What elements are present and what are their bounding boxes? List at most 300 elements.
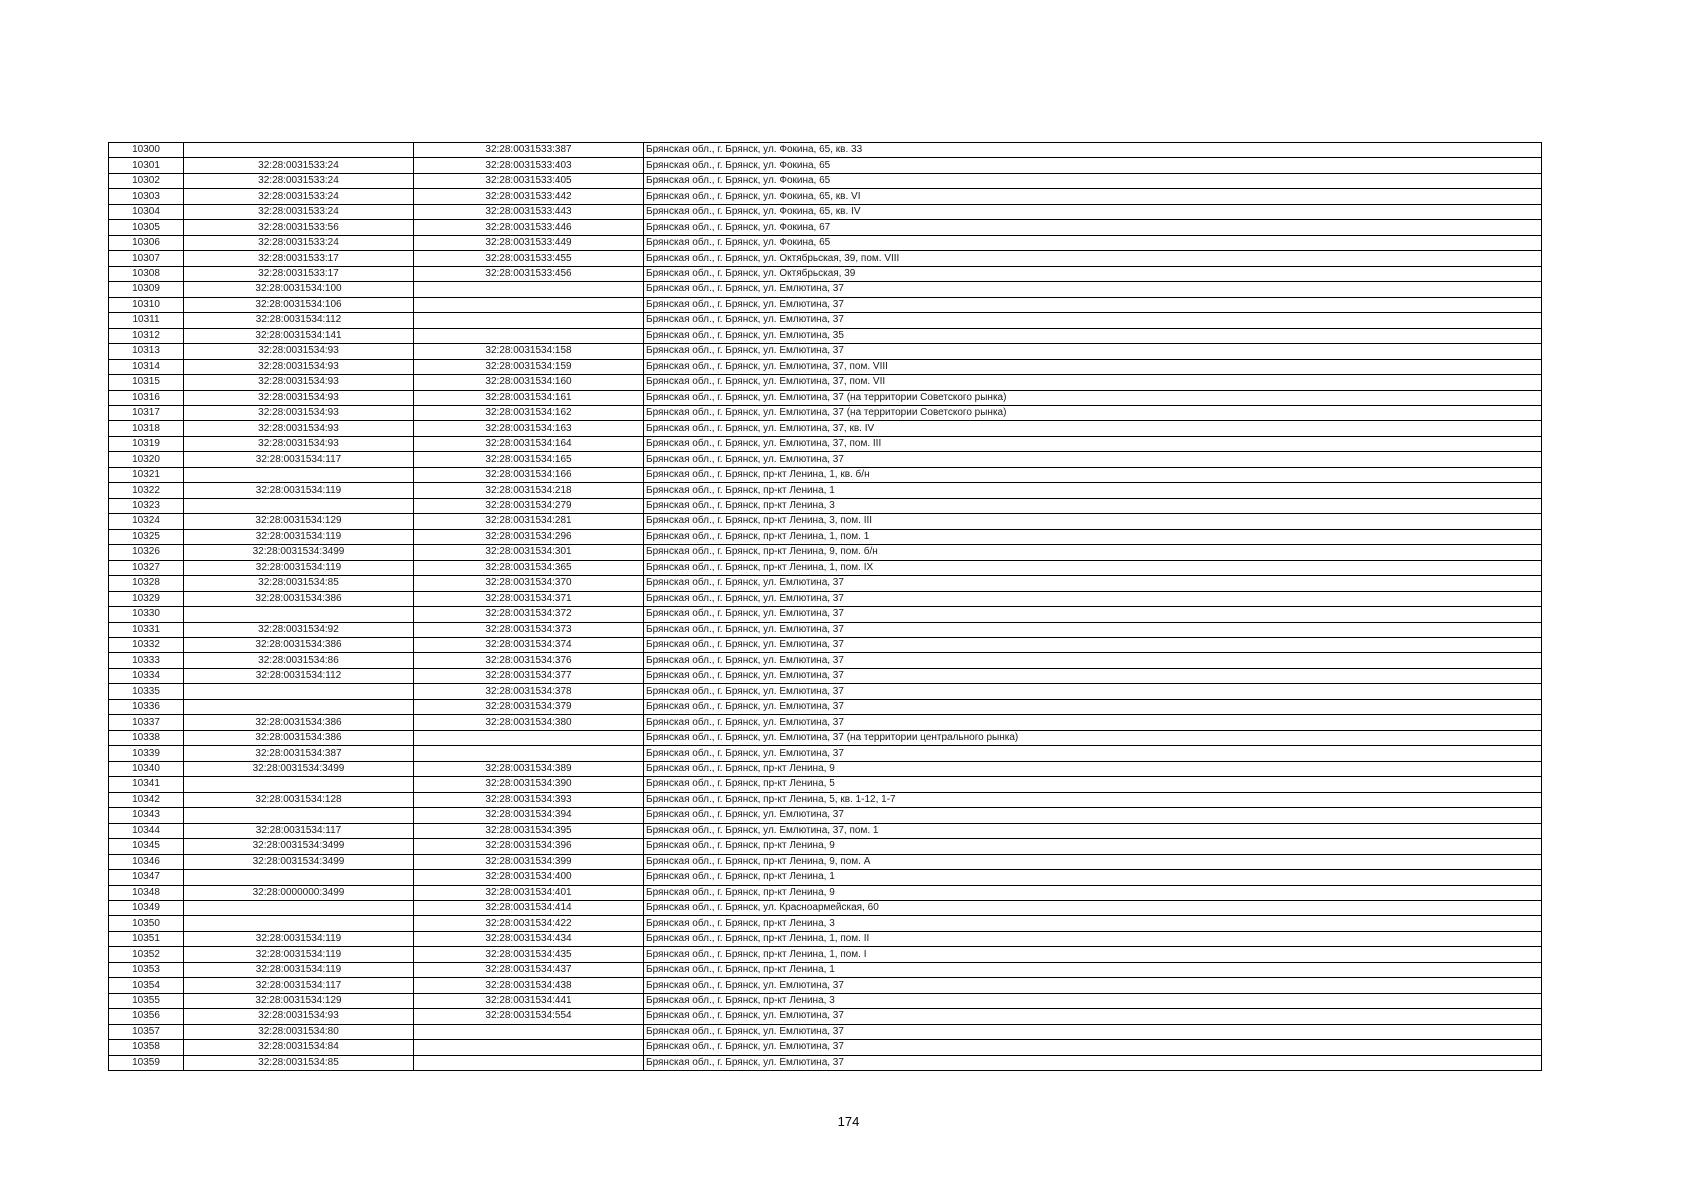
cadastral-number-cell: 32:28:0031534:372	[414, 607, 644, 622]
address-cell: Брянская обл., г. Брянск, пр-кт Ленина, 3	[644, 916, 1542, 931]
parent-cadastral-number-cell: 32:28:0031534:93	[184, 405, 414, 420]
table-row	[109, 668, 1542, 683]
cadastral-number-cell: 32:28:0031533:449	[414, 235, 644, 250]
row-number-cell: 10351	[109, 931, 184, 946]
cadastral-number-cell: 32:28:0031534:374	[414, 638, 644, 653]
table-row	[109, 220, 1542, 235]
address-cell: Брянская обл., г. Брянск, ул. Емлютина, 37, пом. III	[644, 436, 1542, 451]
parent-cadastral-number-cell: 32:28:0031534:106	[184, 297, 414, 312]
address-cell: Брянская обл., г. Брянск, пр-кт Ленина, 9, пом. б/н	[644, 545, 1542, 560]
address-cell: Брянская обл., г. Брянск, пр-кт Ленина, 1, пом. 1	[644, 529, 1542, 544]
cadastral-number-cell: 32:28:0031534:377	[414, 668, 644, 683]
address-cell: Брянская обл., г. Брянск, пр-кт Ленина, 1, пом. I	[644, 947, 1542, 962]
address-cell: Брянская обл., г. Брянск, пр-кт Ленина, 1	[644, 870, 1542, 885]
cadastral-number-cell: 32:28:0031534:435	[414, 947, 644, 962]
cadastral-number-cell: 32:28:0031534:396	[414, 839, 644, 854]
parent-cadastral-number-cell: 32:28:0031534:93	[184, 1009, 414, 1024]
cadastral-number-cell: 32:28:0031534:162	[414, 405, 644, 420]
parent-cadastral-number-cell: 32:28:0031534:93	[184, 436, 414, 451]
parent-cadastral-number-cell: 32:28:0031534:119	[184, 529, 414, 544]
parent-cadastral-number-cell: 32:28:0031534:85	[184, 1055, 414, 1070]
cadastral-number-cell	[414, 1024, 644, 1039]
address-cell: Брянская обл., г. Брянск, ул. Емлютина, 37	[644, 1055, 1542, 1070]
parent-cadastral-number-cell: 32:28:0031534:119	[184, 962, 414, 977]
address-cell: Брянская обл., г. Брянск, ул. Емлютина, 37	[644, 1040, 1542, 1055]
table-row	[109, 251, 1542, 266]
table-row	[109, 931, 1542, 946]
table-row	[109, 993, 1542, 1008]
parent-cadastral-number-cell: 32:28:0031533:24	[184, 173, 414, 188]
table-row	[109, 808, 1542, 823]
cadastral-number-cell: 32:28:0031533:403	[414, 158, 644, 173]
cadastral-number-cell: 32:28:0031534:380	[414, 715, 644, 730]
table-row	[109, 792, 1542, 807]
address-cell: Брянская обл., г. Брянск, ул. Емлютина, 37	[644, 1024, 1542, 1039]
address-cell: Брянская обл., г. Брянск, ул. Фокина, 65, кв. 33	[644, 143, 1542, 158]
table-row	[109, 1024, 1542, 1039]
address-cell: Брянская обл., г. Брянск, ул. Емлютина, 37	[644, 808, 1542, 823]
row-number-cell: 10338	[109, 730, 184, 745]
address-cell: Брянская обл., г. Брянск, пр-кт Ленина, 1	[644, 962, 1542, 977]
address-cell: Брянская обл., г. Брянск, пр-кт Ленина, 9, пом. А	[644, 854, 1542, 869]
cadastral-number-cell: 32:28:0031534:554	[414, 1009, 644, 1024]
row-number-cell: 10328	[109, 576, 184, 591]
address-cell: Брянская обл., г. Брянск, ул. Емлютина, 37	[644, 715, 1542, 730]
page-number: 174	[837, 1114, 860, 1129]
address-cell: Брянская обл., г. Брянск, ул. Емлютина, 37	[644, 668, 1542, 683]
table-row	[109, 1055, 1542, 1070]
row-number-cell: 10345	[109, 839, 184, 854]
row-number-cell: 10354	[109, 978, 184, 993]
row-number-cell: 10359	[109, 1055, 184, 1070]
table-row	[109, 204, 1542, 219]
parent-cadastral-number-cell	[184, 916, 414, 931]
table-row	[109, 1009, 1542, 1024]
cadastral-number-cell: 32:28:0031534:399	[414, 854, 644, 869]
address-cell: Брянская обл., г. Брянск, ул. Фокина, 65, кв. VI	[644, 189, 1542, 204]
row-number-cell: 10332	[109, 638, 184, 653]
cadastral-number-cell: 32:28:0031534:389	[414, 761, 644, 776]
table-row	[109, 359, 1542, 374]
cadastral-number-cell: 32:28:0031534:159	[414, 359, 644, 374]
address-cell: Брянская обл., г. Брянск, ул. Фокина, 65	[644, 235, 1542, 250]
row-number-cell: 10316	[109, 390, 184, 405]
parent-cadastral-number-cell: 32:28:0031534:93	[184, 344, 414, 359]
parent-cadastral-number-cell: 32:28:0031534:129	[184, 514, 414, 529]
table-row	[109, 560, 1542, 575]
parent-cadastral-number-cell: 32:28:0031534:386	[184, 638, 414, 653]
parent-cadastral-number-cell	[184, 684, 414, 699]
table-row	[109, 823, 1542, 838]
address-cell: Брянская обл., г. Брянск, ул. Емлютина, 37	[644, 746, 1542, 761]
table-row	[109, 390, 1542, 405]
table-row	[109, 638, 1542, 653]
parent-cadastral-number-cell: 32:28:0031534:80	[184, 1024, 414, 1039]
parent-cadastral-number-cell: 32:28:0031534:112	[184, 668, 414, 683]
cadastral-number-cell: 32:28:0031534:161	[414, 390, 644, 405]
cadastral-number-cell: 32:28:0031534:434	[414, 931, 644, 946]
row-number-cell: 10301	[109, 158, 184, 173]
cadastral-number-cell: 32:28:0031534:438	[414, 978, 644, 993]
cadastral-number-cell: 32:28:0031533:455	[414, 251, 644, 266]
address-cell: Брянская обл., г. Брянск, пр-кт Ленина, 3	[644, 498, 1542, 513]
address-cell: Брянская обл., г. Брянск, ул. Емлютина, 37	[644, 452, 1542, 467]
address-cell: Брянская обл., г. Брянск, ул. Фокина, 65	[644, 173, 1542, 188]
row-number-cell: 10310	[109, 297, 184, 312]
cadastral-number-cell: 32:28:0031534:394	[414, 808, 644, 823]
address-cell: Брянская обл., г. Брянск, ул. Фокина, 65, кв. IV	[644, 204, 1542, 219]
parent-cadastral-number-cell: 32:28:0031534:3499	[184, 761, 414, 776]
table-row	[109, 421, 1542, 436]
cadastral-number-cell: 32:28:0031534:437	[414, 962, 644, 977]
row-number-cell: 10320	[109, 452, 184, 467]
row-number-cell: 10315	[109, 375, 184, 390]
row-number-cell: 10302	[109, 173, 184, 188]
table-row	[109, 591, 1542, 606]
address-cell: Брянская обл., г. Брянск, ул. Емлютина, 37, кв. IV	[644, 421, 1542, 436]
cadastral-number-cell: 32:28:0031534:400	[414, 870, 644, 885]
address-cell: Брянская обл., г. Брянск, ул. Емлютина, 37	[644, 607, 1542, 622]
row-number-cell: 10337	[109, 715, 184, 730]
address-cell: Брянская обл., г. Брянск, ул. Емлютина, 37	[644, 653, 1542, 668]
row-number-cell: 10330	[109, 607, 184, 622]
parent-cadastral-number-cell: 32:28:0031534:86	[184, 653, 414, 668]
row-number-cell: 10336	[109, 699, 184, 714]
address-cell: Брянская обл., г. Брянск, ул. Емлютина, 37 (на территории Советского рынка)	[644, 405, 1542, 420]
parent-cadastral-number-cell: 32:28:0031534:386	[184, 730, 414, 745]
table-row	[109, 730, 1542, 745]
table-row	[109, 900, 1542, 915]
cadastral-number-cell: 32:28:0031534:422	[414, 916, 644, 931]
address-cell: Брянская обл., г. Брянск, ул. Емлютина, 37	[644, 699, 1542, 714]
row-number-cell: 10306	[109, 235, 184, 250]
table-row	[109, 777, 1542, 792]
table-row	[109, 297, 1542, 312]
row-number-cell: 10319	[109, 436, 184, 451]
address-cell: Брянская обл., г. Брянск, ул. Емлютина, 37 (на территории Советского рынка)	[644, 390, 1542, 405]
table-row	[109, 529, 1542, 544]
row-number-cell: 10312	[109, 328, 184, 343]
address-cell: Брянская обл., г. Брянск, ул. Октябрьская, 39	[644, 266, 1542, 281]
parent-cadastral-number-cell: 32:28:0031534:119	[184, 931, 414, 946]
row-number-cell: 10347	[109, 870, 184, 885]
cadastral-number-cell: 32:28:0031534:296	[414, 529, 644, 544]
row-number-cell: 10349	[109, 900, 184, 915]
parent-cadastral-number-cell: 32:28:0031534:93	[184, 375, 414, 390]
cadastral-number-cell: 32:28:0031534:441	[414, 993, 644, 1008]
cadastral-number-cell	[414, 328, 644, 343]
parent-cadastral-number-cell: 32:28:0031534:119	[184, 483, 414, 498]
cadastral-number-cell: 32:28:0031534:165	[414, 452, 644, 467]
table-row	[109, 870, 1542, 885]
parent-cadastral-number-cell: 32:28:0031534:3499	[184, 839, 414, 854]
cadastral-number-cell	[414, 313, 644, 328]
parent-cadastral-number-cell: 32:28:0031534:386	[184, 591, 414, 606]
table-row	[109, 158, 1542, 173]
table-row	[109, 699, 1542, 714]
address-cell: Брянская обл., г. Брянск, ул. Емлютина, 37	[644, 576, 1542, 591]
table-row	[109, 514, 1542, 529]
cadastral-number-cell: 32:28:0031534:390	[414, 777, 644, 792]
cadastral-number-cell: 32:28:0031534:160	[414, 375, 644, 390]
table-row	[109, 282, 1542, 297]
address-cell: Брянская обл., г. Брянск, пр-кт Ленина, 9	[644, 839, 1542, 854]
table-row	[109, 266, 1542, 281]
table-row	[109, 436, 1542, 451]
cadastral-number-cell: 32:28:0031534:371	[414, 591, 644, 606]
table-row	[109, 916, 1542, 931]
row-number-cell: 10335	[109, 684, 184, 699]
table-row	[109, 405, 1542, 420]
parent-cadastral-number-cell: 32:28:0031534:117	[184, 823, 414, 838]
row-number-cell: 10339	[109, 746, 184, 761]
cadastral-number-cell	[414, 1055, 644, 1070]
address-cell: Брянская обл., г. Брянск, пр-кт Ленина, 9	[644, 761, 1542, 776]
address-cell: Брянская обл., г. Брянск, ул. Емлютина, 37	[644, 622, 1542, 637]
row-number-cell: 10311	[109, 313, 184, 328]
parent-cadastral-number-cell: 32:28:0031534:84	[184, 1040, 414, 1055]
cadastral-number-cell: 32:28:0031533:442	[414, 189, 644, 204]
cadastral-number-cell: 32:28:0031534:395	[414, 823, 644, 838]
row-number-cell: 10343	[109, 808, 184, 823]
parent-cadastral-number-cell: 32:28:0031534:100	[184, 282, 414, 297]
row-number-cell: 10331	[109, 622, 184, 637]
cadastral-number-cell: 32:28:0031534:370	[414, 576, 644, 591]
table-row	[109, 344, 1542, 359]
parent-cadastral-number-cell	[184, 607, 414, 622]
parent-cadastral-number-cell	[184, 699, 414, 714]
parent-cadastral-number-cell	[184, 808, 414, 823]
address-cell: Брянская обл., г. Брянск, ул. Октябрьская, 39, пом. VIII	[644, 251, 1542, 266]
address-cell: Брянская обл., г. Брянск, пр-кт Ленина, 3, пом. III	[644, 514, 1542, 529]
cadastral-number-cell: 32:28:0031534:379	[414, 699, 644, 714]
table-row	[109, 576, 1542, 591]
table-row	[109, 235, 1542, 250]
address-cell: Брянская обл., г. Брянск, ул. Красноармейская, 60	[644, 900, 1542, 915]
cadastral-number-cell: 32:28:0031534:378	[414, 684, 644, 699]
parent-cadastral-number-cell: 32:28:0031533:24	[184, 235, 414, 250]
parent-cadastral-number-cell: 32:28:0031534:93	[184, 421, 414, 436]
parent-cadastral-number-cell	[184, 900, 414, 915]
address-cell: Брянская обл., г. Брянск, пр-кт Ленина, 5	[644, 777, 1542, 792]
table-row	[109, 328, 1542, 343]
cadastral-number-cell: 32:28:0031534:163	[414, 421, 644, 436]
row-number-cell: 10346	[109, 854, 184, 869]
address-cell: Брянская обл., г. Брянск, пр-кт Ленина, 1, пом. II	[644, 931, 1542, 946]
row-number-cell: 10324	[109, 514, 184, 529]
parent-cadastral-number-cell: 32:28:0031534:119	[184, 947, 414, 962]
address-cell: Брянская обл., г. Брянск, ул. Емлютина, 37 (на территории центрального рынка)	[644, 730, 1542, 745]
table-row	[109, 839, 1542, 854]
cadastral-number-cell: 32:28:0031534:164	[414, 436, 644, 451]
property-registry-table	[108, 142, 1542, 1071]
row-number-cell: 10356	[109, 1009, 184, 1024]
address-cell: Брянская обл., г. Брянск, ул. Емлютина, 37	[644, 282, 1542, 297]
table-row	[109, 761, 1542, 776]
row-number-cell: 10326	[109, 545, 184, 560]
address-cell: Брянская обл., г. Брянск, пр-кт Ленина, 5, кв. 1-12, 1-7	[644, 792, 1542, 807]
cadastral-number-cell: 32:28:0031534:401	[414, 885, 644, 900]
row-number-cell: 10348	[109, 885, 184, 900]
row-number-cell: 10309	[109, 282, 184, 297]
address-cell: Брянская обл., г. Брянск, ул. Емлютина, 37	[644, 638, 1542, 653]
table-row	[109, 143, 1542, 158]
cadastral-number-cell: 32:28:0031534:414	[414, 900, 644, 915]
table-row	[109, 653, 1542, 668]
address-cell: Брянская обл., г. Брянск, пр-кт Ленина, 1	[644, 483, 1542, 498]
cadastral-number-cell	[414, 282, 644, 297]
parent-cadastral-number-cell	[184, 777, 414, 792]
table-row	[109, 947, 1542, 962]
table-row	[109, 467, 1542, 482]
parent-cadastral-number-cell: 32:28:0031534:93	[184, 390, 414, 405]
parent-cadastral-number-cell: 32:28:0031534:141	[184, 328, 414, 343]
cadastral-number-cell: 32:28:0031534:279	[414, 498, 644, 513]
cadastral-number-cell: 32:28:0031534:301	[414, 545, 644, 560]
row-number-cell: 10318	[109, 421, 184, 436]
parent-cadastral-number-cell: 32:28:0031533:24	[184, 189, 414, 204]
parent-cadastral-number-cell: 32:28:0031534:93	[184, 359, 414, 374]
row-number-cell: 10322	[109, 483, 184, 498]
row-number-cell: 10333	[109, 653, 184, 668]
address-cell: Брянская обл., г. Брянск, пр-кт Ленина, 9	[644, 885, 1542, 900]
address-cell: Брянская обл., г. Брянск, ул. Фокина, 65	[644, 158, 1542, 173]
parent-cadastral-number-cell	[184, 870, 414, 885]
parent-cadastral-number-cell: 32:28:0031533:17	[184, 251, 414, 266]
parent-cadastral-number-cell: 32:28:0031534:92	[184, 622, 414, 637]
row-number-cell: 10341	[109, 777, 184, 792]
table-row	[109, 607, 1542, 622]
table-row	[109, 962, 1542, 977]
row-number-cell: 10327	[109, 560, 184, 575]
cadastral-number-cell: 32:28:0031533:387	[414, 143, 644, 158]
parent-cadastral-number-cell: 32:28:0031534:387	[184, 746, 414, 761]
table-body	[109, 143, 1542, 1071]
table-row	[109, 715, 1542, 730]
table-row	[109, 173, 1542, 188]
cadastral-number-cell: 32:28:0031534:218	[414, 483, 644, 498]
row-number-cell: 10313	[109, 344, 184, 359]
row-number-cell: 10304	[109, 204, 184, 219]
address-cell: Брянская обл., г. Брянск, ул. Емлютина, 35	[644, 328, 1542, 343]
parent-cadastral-number-cell: 32:28:0031534:112	[184, 313, 414, 328]
parent-cadastral-number-cell: 32:28:0031534:129	[184, 993, 414, 1008]
row-number-cell: 10350	[109, 916, 184, 931]
row-number-cell: 10325	[109, 529, 184, 544]
address-cell: Брянская обл., г. Брянск, ул. Емлютина, 37, пом. VII	[644, 375, 1542, 390]
row-number-cell: 10340	[109, 761, 184, 776]
cadastral-number-cell: 32:28:0031533:443	[414, 204, 644, 219]
address-cell: Брянская обл., г. Брянск, ул. Емлютина, 37	[644, 978, 1542, 993]
address-cell: Брянская обл., г. Брянск, ул. Емлютина, 37	[644, 344, 1542, 359]
address-cell: Брянская обл., г. Брянск, пр-кт Ленина, 1, пом. IX	[644, 560, 1542, 575]
address-cell: Брянская обл., г. Брянск, ул. Емлютина, 37	[644, 591, 1542, 606]
cadastral-number-cell	[414, 1040, 644, 1055]
table-row	[109, 1040, 1542, 1055]
row-number-cell: 10334	[109, 668, 184, 683]
row-number-cell: 10352	[109, 947, 184, 962]
parent-cadastral-number-cell: 32:28:0031533:56	[184, 220, 414, 235]
address-cell: Брянская обл., г. Брянск, пр-кт Ленина, 3	[644, 993, 1542, 1008]
table-row	[109, 978, 1542, 993]
parent-cadastral-number-cell: 32:28:0031533:24	[184, 158, 414, 173]
row-number-cell: 10307	[109, 251, 184, 266]
row-number-cell: 10303	[109, 189, 184, 204]
cadastral-number-cell: 32:28:0031534:365	[414, 560, 644, 575]
cadastral-number-cell	[414, 730, 644, 745]
parent-cadastral-number-cell: 32:28:0031534:3499	[184, 854, 414, 869]
table-row	[109, 545, 1542, 560]
cadastral-number-cell: 32:28:0031534:281	[414, 514, 644, 529]
row-number-cell: 10357	[109, 1024, 184, 1039]
cadastral-number-cell	[414, 297, 644, 312]
parent-cadastral-number-cell: 32:28:0031534:119	[184, 560, 414, 575]
parent-cadastral-number-cell	[184, 498, 414, 513]
parent-cadastral-number-cell: 32:28:0031534:117	[184, 452, 414, 467]
row-number-cell: 10323	[109, 498, 184, 513]
parent-cadastral-number-cell	[184, 143, 414, 158]
cadastral-number-cell: 32:28:0031534:373	[414, 622, 644, 637]
address-cell: Брянская обл., г. Брянск, ул. Емлютина, 37	[644, 313, 1542, 328]
cadastral-number-cell: 32:28:0031534:376	[414, 653, 644, 668]
table-row	[109, 483, 1542, 498]
cadastral-number-cell	[414, 746, 644, 761]
table-row	[109, 885, 1542, 900]
table-row	[109, 746, 1542, 761]
address-cell: Брянская обл., г. Брянск, ул. Фокина, 67	[644, 220, 1542, 235]
table-row	[109, 189, 1542, 204]
table-row	[109, 313, 1542, 328]
parent-cadastral-number-cell: 32:28:0031534:117	[184, 978, 414, 993]
table-row	[109, 622, 1542, 637]
row-number-cell: 10353	[109, 962, 184, 977]
parent-cadastral-number-cell: 32:28:0031534:386	[184, 715, 414, 730]
table-row	[109, 854, 1542, 869]
table-row	[109, 684, 1542, 699]
row-number-cell: 10355	[109, 993, 184, 1008]
address-cell: Брянская обл., г. Брянск, ул. Емлютина, 37	[644, 684, 1542, 699]
table-row	[109, 498, 1542, 513]
address-cell: Брянская обл., г. Брянск, ул. Емлютина, 37, пом. VIII	[644, 359, 1542, 374]
cadastral-number-cell: 32:28:0031534:393	[414, 792, 644, 807]
row-number-cell: 10329	[109, 591, 184, 606]
address-cell: Брянская обл., г. Брянск, пр-кт Ленина, 1, кв. б/н	[644, 467, 1542, 482]
row-number-cell: 10305	[109, 220, 184, 235]
parent-cadastral-number-cell: 32:28:0031534:85	[184, 576, 414, 591]
address-cell: Брянская обл., г. Брянск, ул. Емлютина, 37	[644, 297, 1542, 312]
address-cell: Брянская обл., г. Брянск, ул. Емлютина, 37, пом. 1	[644, 823, 1542, 838]
cadastral-number-cell: 32:28:0031534:158	[414, 344, 644, 359]
parent-cadastral-number-cell: 32:28:0031533:17	[184, 266, 414, 281]
parent-cadastral-number-cell: 32:28:0000000:3499	[184, 885, 414, 900]
row-number-cell: 10317	[109, 405, 184, 420]
address-cell: Брянская обл., г. Брянск, ул. Емлютина, 37	[644, 1009, 1542, 1024]
row-number-cell: 10321	[109, 467, 184, 482]
row-number-cell: 10344	[109, 823, 184, 838]
cadastral-number-cell: 32:28:0031533:446	[414, 220, 644, 235]
table-row	[109, 375, 1542, 390]
parent-cadastral-number-cell: 32:28:0031534:128	[184, 792, 414, 807]
row-number-cell: 10300	[109, 143, 184, 158]
cadastral-number-cell: 32:28:0031533:405	[414, 173, 644, 188]
row-number-cell: 10342	[109, 792, 184, 807]
parent-cadastral-number-cell	[184, 467, 414, 482]
parent-cadastral-number-cell: 32:28:0031533:24	[184, 204, 414, 219]
parent-cadastral-number-cell: 32:28:0031534:3499	[184, 545, 414, 560]
cadastral-number-cell: 32:28:0031533:456	[414, 266, 644, 281]
row-number-cell: 10314	[109, 359, 184, 374]
row-number-cell: 10308	[109, 266, 184, 281]
